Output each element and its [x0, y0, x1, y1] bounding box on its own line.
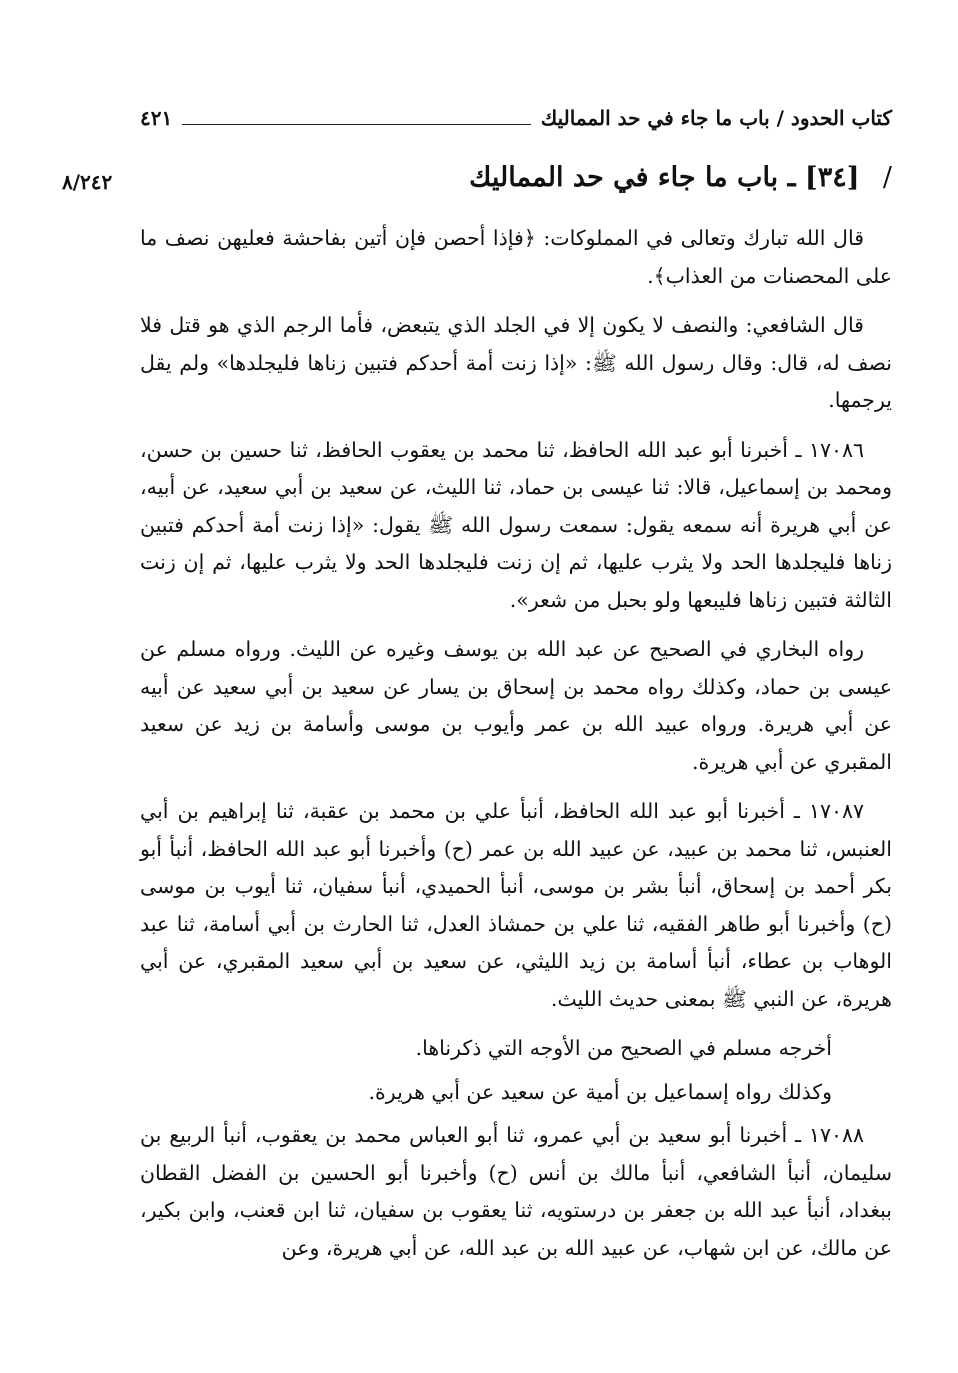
- note-ismail: وكذلك رواه إسماعيل بن أمية عن سعيد عن أبي هريرة.: [368, 1079, 832, 1104]
- body-text: [140, 220, 892, 1279]
- chapter-heading: [140, 162, 892, 193]
- paragraph-bukhari: رواه البخاري في الصحيح عن عبد الله بن يوسف وغيره عن الليث. ورواه مسلم عن عيسى بن حماد، وكذلك رواه محمد بن إسحاق بن يسار عن سعيد بن أبي سعيد عن أبيه عن أبي هريرة. ورواه عبيد الله بن عمر وأيوب بن موسى وأسامة بن زيد عن سعيد المقبري عن أبي هريرة.: [140, 637, 892, 774]
- paragraph-shafii: قال الشافعي: والنصف لا يكون إلا في الجلد الذي يتبعض، فأما الرجم الذي هو قتل فلا نصف له، قال: وقال رسول الله ﷺ: «إذا زنت أمة أحدكم فتبين زناها فليجلدها» ولم يقل يرجمها.: [140, 313, 892, 412]
- header-rule: [182, 124, 531, 125]
- page-number: ٤٢١: [140, 106, 173, 130]
- paragraph-hadith-17087: ١٧٠٨٧ ـ أخبرنا أبو عبد الله الحافظ، أنبأ علي بن محمد بن عقبة، ثنا إبراهيم بن أبي العنبس، ثنا محمد بن عبيد، عن عبيد الله بن عمر (ح) وأخبرنا أبو عبد الله الحافظ، أنبأ أبو بكر أحمد بن إسحاق، أنبأ بشر بن موسى، أنبأ الحميدي، أنبأ سفيان، ثنا أيوب بن موسى (ح) وأخبرنا أبو طاهر الفقيه، ثنا علي بن حمشاذ العدل، ثنا الحارث بن أبي أسامة، ثنا عبد الوهاب بن عطاء، أنبأ أسامة بن زيد الليثي، عن سعيد بن أبي سعيد المقبري، عن أبي هريرة، عن النبي ﷺ بمعنى حديث الليث.: [140, 799, 892, 1011]
- chapter-title: [٣٤] ـ باب ما جاء في حد المماليك: [469, 162, 860, 193]
- running-title: كتاب الحدود / باب ما جاء في حد المماليك: [540, 106, 892, 130]
- running-header: [140, 98, 892, 138]
- paragraph-quran-verse: قال الله تبارك وتعالى في المملوكات: ﴿فإذا أحصن فإن أتين بفاحشة فعليهن نصف ما على المحصنات من العذاب﴾.: [140, 226, 892, 288]
- side-reference: ٨/٢٤٢: [62, 170, 113, 194]
- note-muslim: أخرجه مسلم في الصحيح من الأوجه التي ذكرناها.: [415, 1036, 832, 1060]
- paragraph-hadith-17088: ١٧٠٨٨ ـ أخبرنا أبو سعيد بن أبي عمرو، ثنا أبو العباس محمد بن يعقوب، أنبأ الربيع بن سليمان، أنبأ الشافعي، أنبأ مالك بن أنس (ح) وأخبرنا أبو الحسين بن الفضل القطان ببغداد، أنبأ عبد الله بن جعفر بن درستويه، ثنا يعقوب بن سفيان، ثنا ابن قعنب، وابن بكير، عن مالك، عن ابن شهاب، عن عبيد الله بن عبد الله، عن أبي هريرة، وعن: [140, 1123, 892, 1260]
- paragraph-hadith-17086: ١٧٠٨٦ ـ أخبرنا أبو عبد الله الحافظ، ثنا محمد بن يعقوب الحافظ، ثنا حسين بن حسن، ومحمد بن إسماعيل، قالا: ثنا عيسى بن حماد، ثنا الليث، عن سعيد بن أبي سعيد، عن أبيه، عن أبي هريرة أنه سمعه يقول: سمعت رسول الله ﷺ يقول: «إذا زنت أمة أحدكم فتبين زناها فليجلدها الحد ولا يثرب عليها، ثم إن زنت فليجلدها الحد ولا يثرب عليها، ثم إن زنت الثالثة فتبين زناها فليبعها ولو بحبل من شعر».: [140, 437, 892, 612]
- chapter-prefix: /: [882, 162, 892, 193]
